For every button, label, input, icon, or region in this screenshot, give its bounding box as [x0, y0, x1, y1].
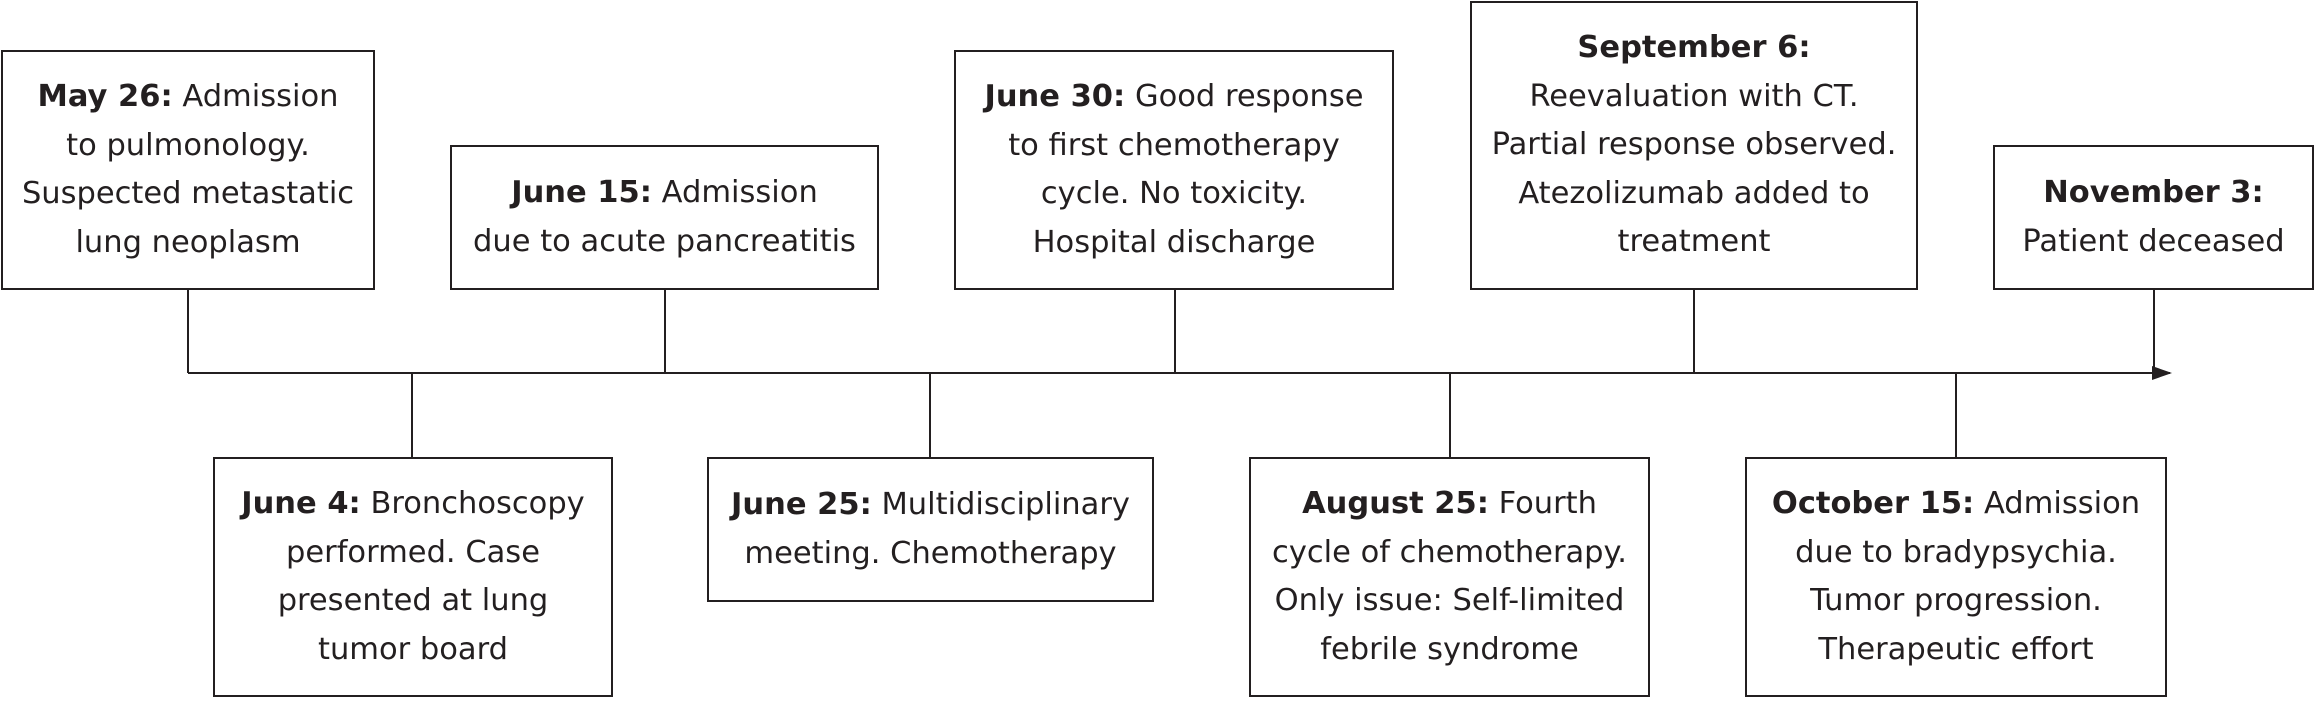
event-date: June 25: — [731, 487, 872, 522]
event-text: treatment — [1617, 224, 1771, 260]
event-box-june-15 — [450, 145, 879, 290]
event-text: cycle of chemotherapy. — [1272, 534, 1627, 570]
event-text: Admission — [1983, 486, 2141, 521]
event-box-june-25 — [707, 457, 1154, 602]
event-text: Admission — [182, 79, 339, 114]
event-date: August 25: — [1302, 486, 1489, 521]
event-date: November 3: — [2043, 175, 2264, 210]
event-text: Fourth — [1498, 486, 1597, 521]
event-box-october-15 — [1745, 457, 2167, 697]
event-text: meeting. Chemotherapy — [744, 535, 1117, 571]
event-text: due to bradypsychia. — [1795, 534, 2117, 570]
event-date: May 26: — [37, 79, 173, 114]
event-text: to first chemotherapy — [1008, 127, 1340, 163]
event-box-june-30 — [954, 50, 1394, 290]
event-date: October 15: — [1771, 486, 1975, 521]
event-text: lung neoplasm — [75, 224, 301, 260]
event-text: Good response — [1134, 79, 1364, 114]
event-text: tumor board — [318, 631, 508, 667]
event-date: September 6: — [1577, 30, 1811, 66]
event-text: Atezolizumab added to — [1518, 175, 1870, 211]
event-box-may-26 — [1, 50, 375, 290]
event-text: febrile syndrome — [1320, 631, 1579, 667]
event-text: performed. Case — [286, 534, 540, 570]
event-text: Reevaluation with CT. — [1529, 78, 1859, 114]
event-text: due to acute pancreatitis — [473, 223, 856, 259]
event-date: June 15: — [511, 175, 652, 210]
event-text: cycle. No toxicity. — [1040, 176, 1308, 211]
event-date: June 4: — [241, 486, 361, 521]
event-text: Partial response observed. — [1491, 127, 1897, 163]
event-text: Therapeutic effort — [1818, 631, 2094, 667]
event-date: June 30: — [984, 79, 1126, 114]
event-text: Bronchoscopy — [370, 486, 585, 521]
event-box-june-4 — [213, 457, 613, 697]
event-text: Patient deceased — [2022, 223, 2285, 259]
event-text: to pulmonology. — [66, 127, 310, 163]
event-text: presented at lung — [277, 583, 549, 618]
event-text: Hospital discharge — [1032, 224, 1316, 260]
event-text: Suspected metastatic — [21, 176, 355, 211]
event-text: Multidisciplinary — [881, 487, 1130, 522]
event-box-august-25 — [1249, 457, 1650, 697]
event-text: Admission — [661, 175, 818, 210]
event-box-september-6 — [1470, 1, 1918, 290]
event-text: Only issue: Self-limited — [1274, 583, 1625, 618]
event-box-november-3 — [1993, 145, 2314, 290]
event-text: Tumor progression. — [1810, 583, 2102, 618]
